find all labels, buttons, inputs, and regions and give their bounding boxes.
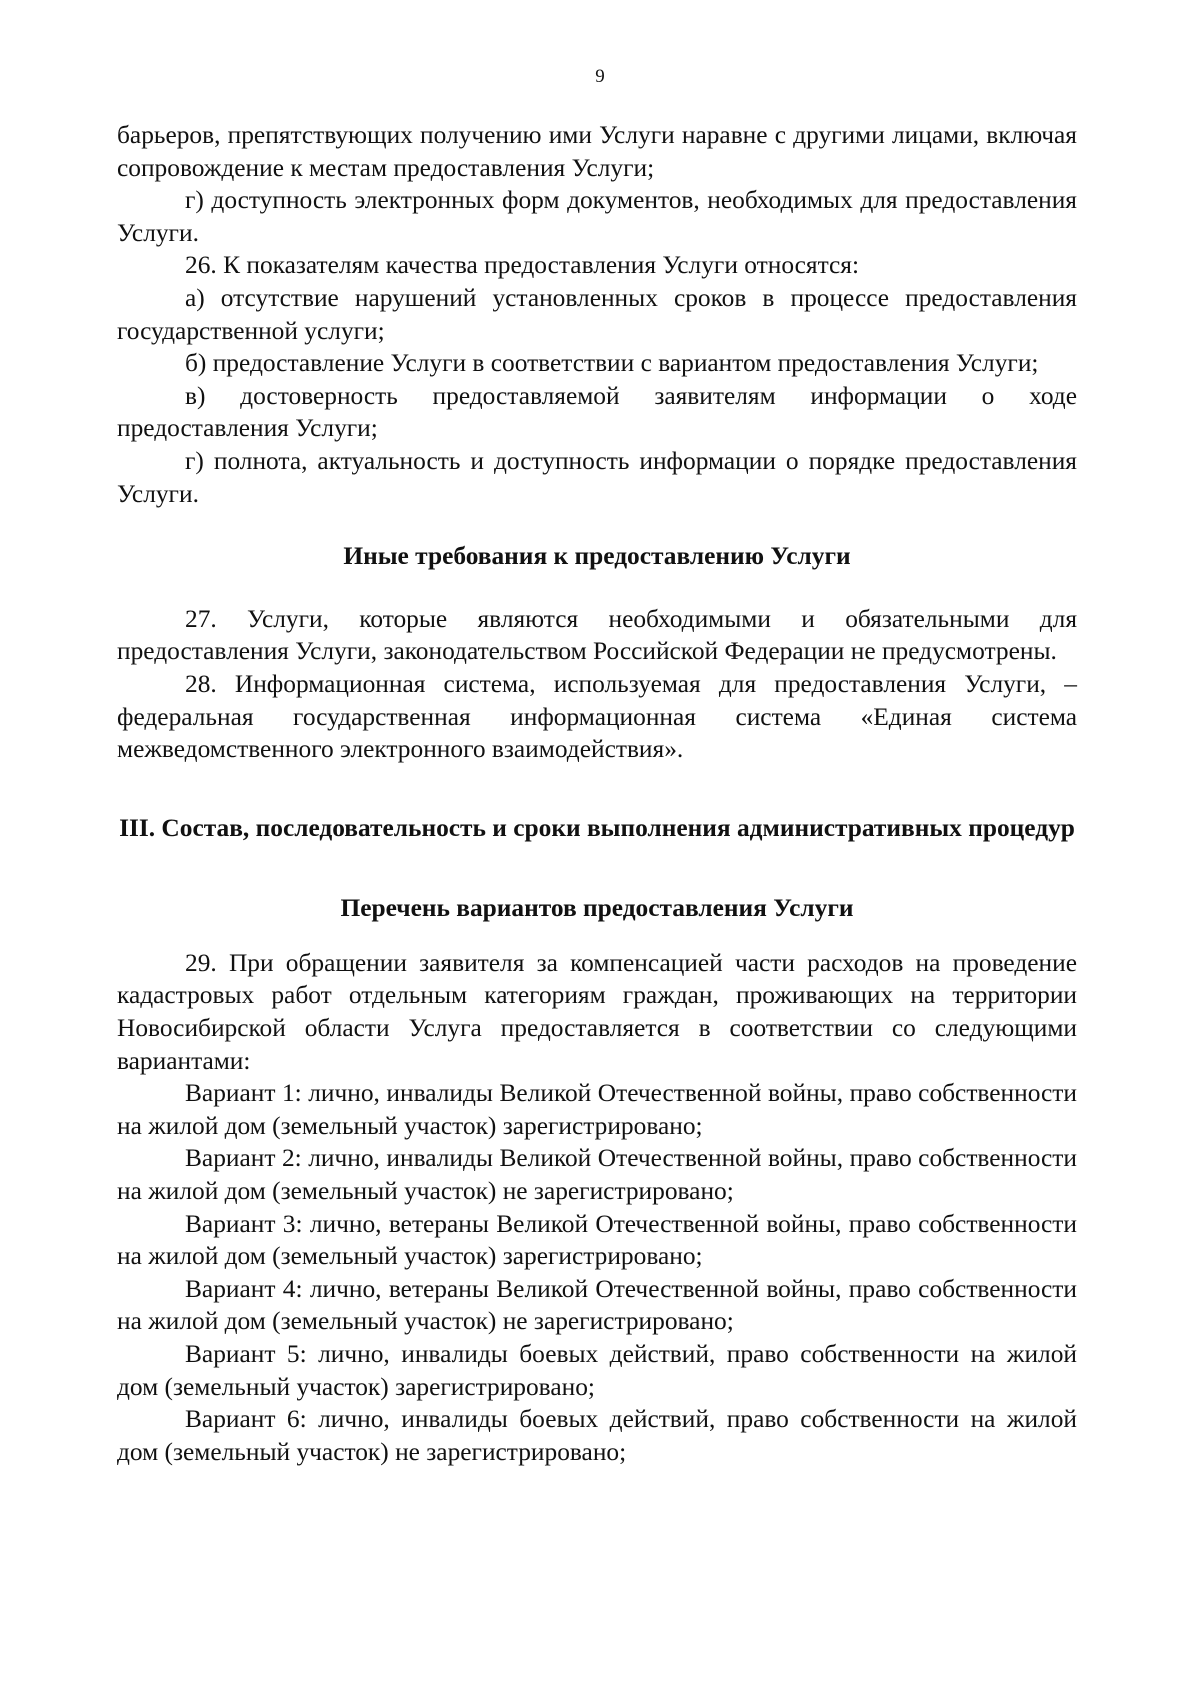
- variant-6: Вариант 6: лично, инвалиды боевых действий, право собственности на жилой дом (земельный участок) не зарегистрировано;: [117, 1405, 1077, 1466]
- paragraph-27: 27. Услуги, которые являются необходимыми и обязательными для предоставления Услуги, законодательством Российской Федерации не предусмотрены.: [117, 604, 1077, 666]
- page-number: 9: [595, 66, 605, 87]
- paragraph-item-g-completeness: г) полнота, актуальность и доступность информации о порядке предоставления Услуги.: [117, 446, 1077, 508]
- paragraph-item-g-accessibility: г) доступность электронных форм документов, необходимых для предоставления Услуги.: [117, 186, 1077, 247]
- paragraph-28: 28. Информационная система, используемая для предоставления Услуги, – федеральная государственная информационная система «Единая система межведомственного электронного взаимодействия».: [117, 669, 1077, 764]
- paragraph-barriers: барьеров, препятствующих получению ими Услуги наравне с другими лицами, включая сопровождение к местам предоставления Услуги;: [117, 121, 1077, 182]
- paragraph-item-v: в) достоверность предоставляемой заявителям информации о ходе предоставления Услуги;: [117, 381, 1077, 443]
- paragraph-item-a: а) отсутствие нарушений установленных сроков в процессе предоставления государственной услуги;: [117, 283, 1077, 345]
- variant-5: Вариант 5: лично, инвалиды боевых действий, право собственности на жилой дом (земельный участок) зарегистрировано;: [117, 1340, 1077, 1401]
- page-content: [117, 119, 1077, 1468]
- variant-1: Вариант 1: лично, инвалиды Великой Отечественной войны, право собственности на жилой дом (земельный участок) зарегистрировано;: [117, 1079, 1077, 1140]
- variant-4: Вариант 4: лично, ветераны Великой Отечественной войны, право собственности на жилой дом (земельный участок) не зарегистрировано;: [117, 1274, 1077, 1336]
- paragraph-29: 29. При обращении заявителя за компенсацией части расходов на проведение кадастровых работ отдельным категориям граждан, проживающих на территории Новосибирской области Услуга предоставляется в соответствии со следующими вариантами:: [117, 948, 1077, 1075]
- variant-2: Вариант 2: лично, инвалиды Великой Отечественной войны, право собственности на жилой дом (земельный участок) не зарегистрировано;: [117, 1144, 1077, 1206]
- variant-3: Вариант 3: лично, ветераны Великой Отечественной войны, право собственности на жилой дом (земельный участок) зарегистрировано;: [117, 1209, 1077, 1271]
- paragraph-item-b: б) предоставление Услуги в соответствии с вариантом предоставления Услуги;: [185, 349, 1039, 378]
- heading-variants-list: Перечень вариантов предоставления Услуги: [340, 894, 854, 923]
- heading-other-requirements: Иные требования к предоставлению Услуги: [343, 542, 851, 571]
- heading-section-iii: III. Состав, последовательность и сроки выполнения административных процедур: [119, 813, 1075, 842]
- paragraph-26: 26. К показателям качества предоставления Услуги относятся:: [185, 251, 860, 280]
